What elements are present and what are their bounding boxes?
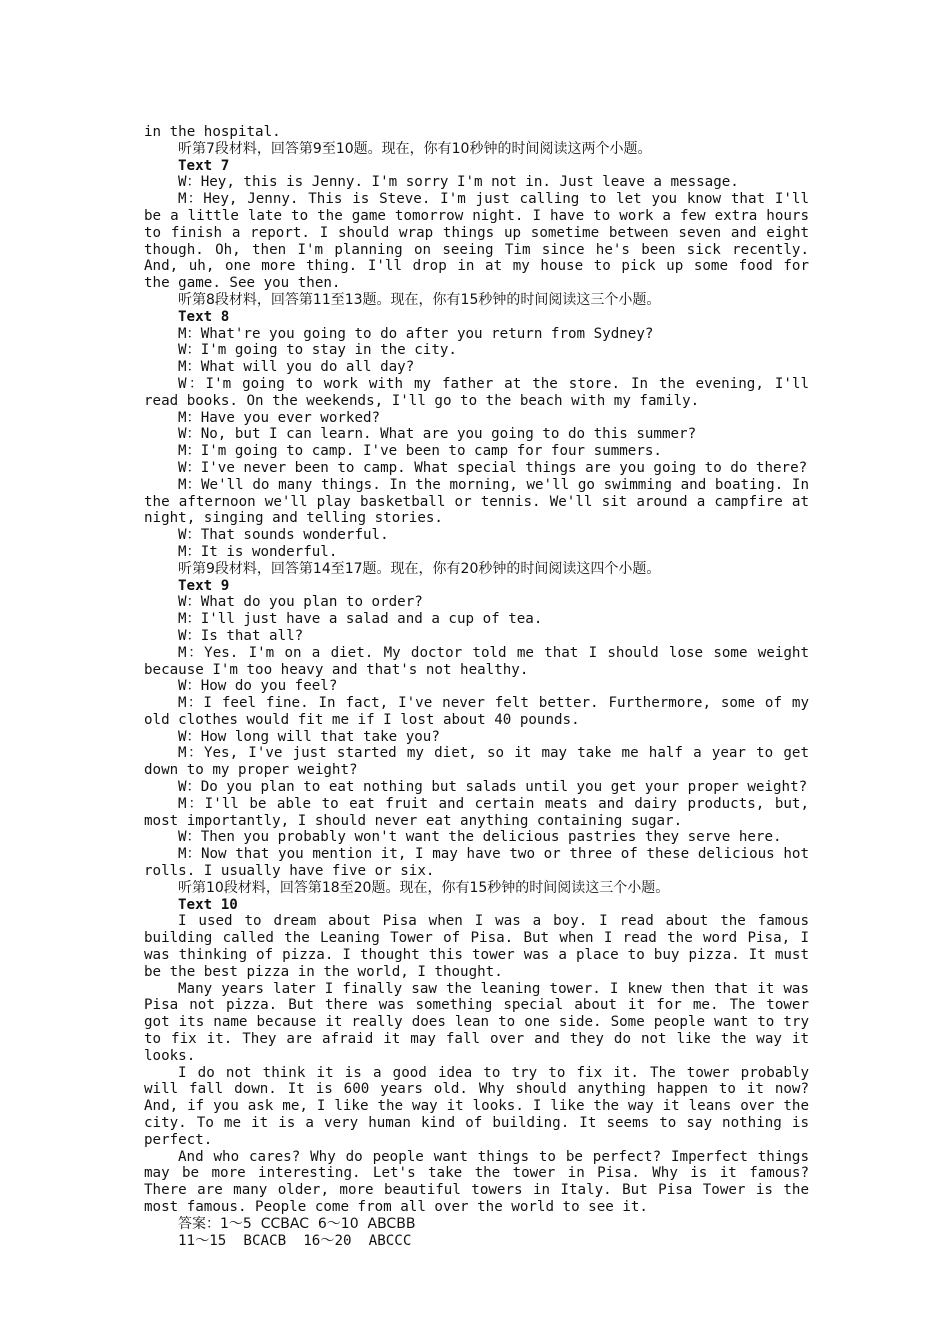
passage-paragraph: And who cares? Why do people want things to be perfect? Imperfect things may be more interesting. Let's take the tower in Pisa. Why is it famous? There are many older, more beautiful towers in Italy. But Pisa Tower is the most famous. People come from all over the world to see it. [144, 1148, 809, 1215]
instruction-10: 听第10段材料，回答第18至20题。现在，你有15秒钟的时间阅读这三个小题。 [178, 879, 670, 896]
document-page [144, 124, 809, 1249]
section-title-text-9: Text 9 [178, 577, 230, 594]
dialogue-line: M：It is wonderful. [178, 543, 338, 560]
text-line: in the hospital. [144, 124, 281, 140]
instruction-7: 听第7段材料，回答第9至10题。现在，你有10秒钟的时间阅读这两个小题。 [178, 140, 652, 157]
dialogue-line: W：Then you probably won't want the delicious pastries they serve here. [178, 829, 782, 846]
dialogue-line: W：How do you feel? [178, 678, 338, 695]
dialogue-line: M：Have you ever worked? [178, 409, 381, 426]
dialogue-line: M：I feel fine. In fact, I've never felt better. Furthermore, some of my old clothes would fit me if I lost about 40 pounds. [144, 695, 809, 728]
dialogue-line: M：Now that you mention it, I may have two or three of these delicious hot rolls. I usually have five or six. [144, 846, 809, 880]
dialogue-line: M：What will you do all day? [178, 359, 415, 376]
dialogue-line: W：What do you plan to order? [178, 594, 423, 611]
answer-key-line-1: 答案：1～5 CCBAC 6～10 ABCBB [178, 1215, 416, 1232]
section-title-text-7: Text 7 [178, 157, 230, 174]
dialogue-line: M：Yes. I'm on a diet. My doctor told me that I should lose some weight because I'm too heavy and that's not healthy. [144, 644, 809, 678]
section-title-text-8: Text 8 [178, 308, 230, 325]
dialogue-line: M：I'm going to camp. I've been to camp for four summers. [178, 443, 662, 460]
dialogue-line: M：What're you going to do after you return from Sydney? [178, 325, 654, 342]
passage-paragraph: I used to dream about Pisa when I was a boy. I read about the famous building called the Leaning Tower of Pisa. But when I read the word Pisa, I was thinking of pizza. I thought this tower was a place to buy pizza. It must be the best pizza in the world, I thought. [144, 913, 809, 980]
dialogue-line: W：No, but I can learn. What are you going to do this summer? [178, 426, 697, 443]
instruction-8: 听第8段材料，回答第11至13题。现在，你有15秒钟的时间阅读这三个小题。 [178, 291, 661, 308]
passage-paragraph: I do not think it is a good idea to try to fix it. The tower probably will fall down. It is 600 years old. Why should anything happen to it now? And, if you ask me, I like the way it looks. I like the way it leans over the city. To me it is a very human kind of building. It seems to say nothing is perfect. [144, 1064, 809, 1148]
section-title-text-10: Text 10 [178, 896, 238, 913]
dialogue-line: W：I've never been to camp. What special things are you going to do there? [178, 459, 808, 476]
instruction-9: 听第9段材料，回答第14至17题。现在，你有20秒钟的时间阅读这四个小题。 [178, 560, 661, 577]
dialogue-line: M：Yes, I've just started my diet, so it may take me half a year to get down to my proper weight? [144, 745, 809, 779]
answer-key-line-2: 11～15 BCACB 16～20 ABCCC [178, 1232, 412, 1249]
dialogue-line: W：Hey, this is Jenny. I'm sorry I'm not in. Just leave a message. [178, 174, 739, 191]
dialogue-line: M：Hey, Jenny. This is Steve. I'm just calling to let you know that I'll be a little late to the game tomorrow night. I have to work a few extra hours to finish a report. I should wrap things up sometime between seven and eight though. Oh, then I'm planning on seeing Tim since he's been sick recently. And, uh, one more thing. I'll drop in at my house to pick up some food for the game. See you then. [144, 191, 809, 292]
dialogue-line: W：I'm going to stay in the city. [178, 342, 457, 359]
dialogue-line: W：Is that all? [178, 627, 304, 644]
dialogue-line: W：Do you plan to eat nothing but salads until you get your proper weight? [178, 779, 808, 796]
dialogue-line: W：How long will that take you? [178, 728, 440, 745]
dialogue-line: W：I'm going to work with my father at the store. In the evening, I'll read books. On the weekends, I'll go to the beach with my family. [144, 375, 809, 409]
dialogue-line: M：I'll be able to eat fruit and certain meats and dairy products, but, most importantly, I should never eat anything containing sugar. [144, 795, 809, 829]
dialogue-line: M：We'll do many things. In the morning, we'll go swimming and boating. In the afternoon we'll play basketball or tennis. We'll sit around a campfire at night, singing and telling stories. [144, 476, 809, 527]
dialogue-line: M：I'll just have a salad and a cup of tea. [178, 611, 543, 628]
passage-paragraph: Many years later I finally saw the leaning tower. I knew then that it was Pisa not pizza. But there was something special about it for me. The tower got its name because it really does lean to one side. Some people want to try to fix it. They are afraid it may fall over and they do not like the way it looks. [144, 980, 809, 1064]
dialogue-line: W：That sounds wonderful. [178, 527, 389, 544]
